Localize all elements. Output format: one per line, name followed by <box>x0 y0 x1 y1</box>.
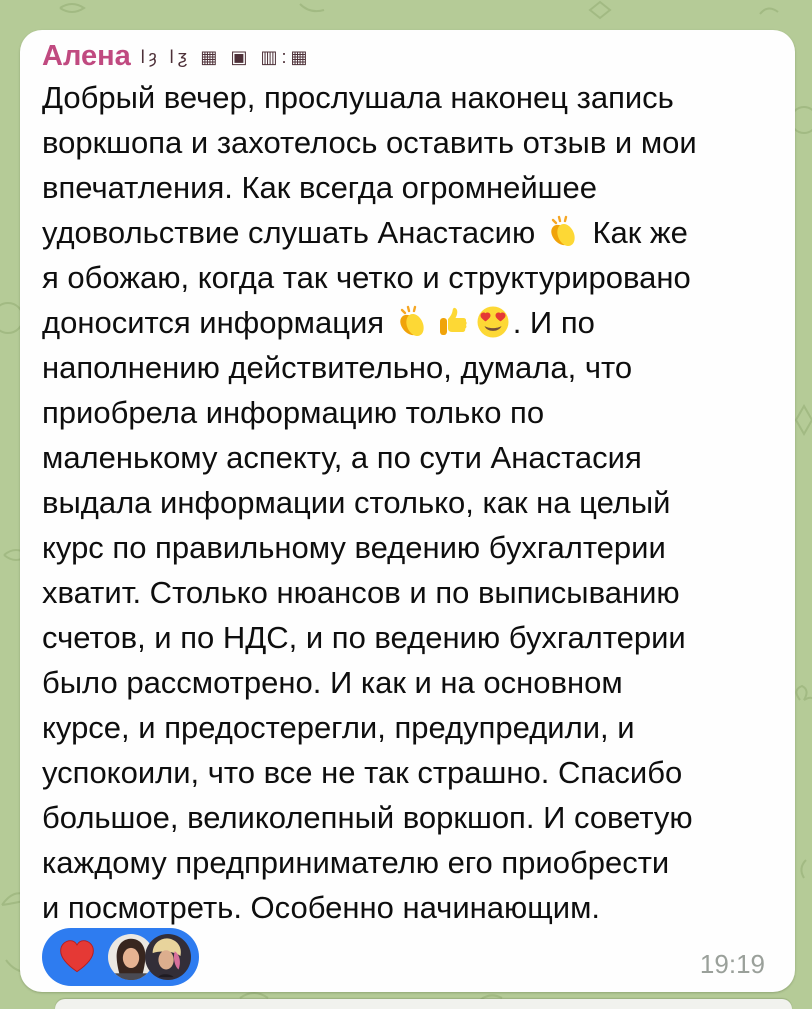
message-text <box>42 75 773 930</box>
clap-emoji <box>395 304 431 340</box>
message-line: Добрый вечер, прослушала наконец запись <box>42 80 674 115</box>
message-line: хватит. Столько нюансов и по выписыванию <box>42 575 680 610</box>
message-line: выдала информации столько, как на целый <box>42 485 671 520</box>
sender-header <box>42 38 773 74</box>
message-line: впечатления. Как всегда огромнейшее <box>42 170 598 205</box>
message-line: было рассмотрено. И как и на основном <box>42 665 623 700</box>
message-line: доносится информация . И по <box>42 305 595 340</box>
sender-name-badges: Ɩȝ Ɩƺ ▦ ▣ ▥:▦ <box>140 47 312 67</box>
heart-eyes-emoji <box>475 304 511 340</box>
red-heart-emoji <box>56 936 98 978</box>
message-line: курс по правильному ведению бухгалтерии <box>42 530 666 565</box>
message-line: и посмотреть. Особенно начинающим. <box>42 890 600 925</box>
next-message-bubble-edge[interactable] <box>55 999 792 1009</box>
message-line: счетов, и по НДС, и по ведению бухгалтерии <box>42 620 686 655</box>
message-line: я обожаю, когда так четко и структурировано <box>42 260 691 295</box>
message-line: маленькому аспекту, а по сути Анастасия <box>42 440 642 475</box>
thumbs-up-emoji <box>435 304 471 340</box>
message-line: воркшопа и захотелось оставить отзыв и мои <box>42 125 697 160</box>
reactor-avatar-2 <box>145 934 191 980</box>
message-line: успокоили, что все не так страшно. Спасибо <box>42 755 683 790</box>
message-line: удовольствие слушать Анастасию Как же <box>42 215 688 250</box>
message-line: наполнению действительно, думала, что <box>42 350 633 385</box>
message-line: каждому предпринимателю его приобрести <box>42 845 670 880</box>
reactions-pill[interactable] <box>42 928 199 986</box>
timestamp: 19:19 <box>699 949 765 979</box>
clap-emoji <box>546 214 582 250</box>
message-bubble[interactable] <box>20 30 795 992</box>
message-line: большое, великолепный воркшоп. И советую <box>42 800 693 835</box>
sender-name[interactable]: Алена <box>42 40 131 72</box>
message-line: курсе, и предостерегли, предупредили, и <box>42 710 635 745</box>
message-line: приобрела информацию только по <box>42 395 545 430</box>
